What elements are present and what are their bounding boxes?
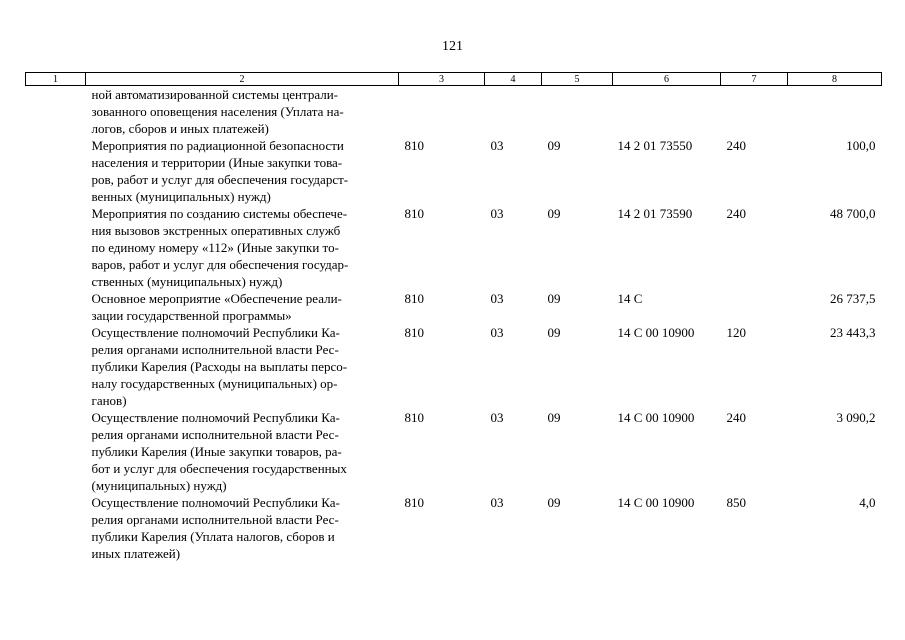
column-header-1: 1 xyxy=(26,73,86,86)
table-row xyxy=(26,324,882,409)
row-number-cell xyxy=(26,205,86,290)
target-article-cell: 14 2 01 73590 xyxy=(617,206,693,221)
row-number-cell xyxy=(26,290,86,324)
description-line: релия органами исполнительной власти Рес- xyxy=(91,342,339,357)
target-article-cell xyxy=(613,86,721,138)
subsection-code-cell xyxy=(542,86,613,138)
target-article-cell: 14 С 00 10900 xyxy=(617,495,695,510)
table-row xyxy=(26,137,882,205)
section-code-cell: 03 xyxy=(490,410,504,425)
ministry-code-cell: 810 xyxy=(404,325,424,340)
table-row xyxy=(26,494,882,562)
row-description xyxy=(86,324,399,409)
table-row xyxy=(26,290,882,324)
description-line: Осуществление полномочий Республики Ка- xyxy=(91,325,340,340)
description-line: налу государственных (муниципальных) ор- xyxy=(91,376,338,391)
table-row xyxy=(26,409,882,494)
description-line: публики Карелия (Иные закупки товаров, ра- xyxy=(91,444,342,459)
description-line: бот и услуг для обеспечения государственных xyxy=(91,461,347,476)
row-description xyxy=(86,494,399,562)
row-description xyxy=(86,86,399,138)
column-header-6: 6 xyxy=(613,73,721,86)
amount-cell xyxy=(788,86,882,138)
description-line: (муниципальных) нужд) xyxy=(91,478,227,493)
expense-type-cell: 240 xyxy=(726,138,746,153)
row-number-cell xyxy=(26,137,86,205)
description-line: населения и территории (Иные закупки това- xyxy=(91,155,343,170)
column-header-3: 3 xyxy=(399,73,485,86)
description-line: по единому номеру «112» (Иные закупки то- xyxy=(91,240,339,255)
row-description xyxy=(86,409,399,494)
row-number-cell xyxy=(26,409,86,494)
ministry-code-cell: 810 xyxy=(404,495,424,510)
description-line: венных (муниципальных) нужд) xyxy=(91,189,271,204)
description-line: иных платежей) xyxy=(91,546,181,561)
amount-cell: 4,0 xyxy=(859,495,876,510)
table-body xyxy=(26,86,882,563)
description-line: зации государственной программы» xyxy=(91,308,292,323)
subsection-code-cell: 09 xyxy=(547,291,561,306)
description-line: Мероприятия по радиационной безопасности xyxy=(91,138,344,153)
section-code-cell: 03 xyxy=(490,495,504,510)
expense-type-cell: 850 xyxy=(726,495,746,510)
subsection-code-cell: 09 xyxy=(547,206,561,221)
description-line: ния вызовов экстренных оперативных служб xyxy=(91,223,341,238)
description-line: Осуществление полномочий Республики Ка- xyxy=(91,410,340,425)
ministry-code-cell: 810 xyxy=(404,206,424,221)
description-line: Основное мероприятие «Обеспечение реали- xyxy=(91,291,342,306)
description-line: релия органами исполнительной власти Рес- xyxy=(91,512,339,527)
row-number-cell xyxy=(26,494,86,562)
column-header-4: 4 xyxy=(485,73,542,86)
page-number: 121 xyxy=(442,39,463,54)
amount-cell: 26 737,5 xyxy=(830,291,876,306)
description-line: логов, сборов и иных платежей) xyxy=(91,121,269,136)
ministry-code-cell: 810 xyxy=(404,138,424,153)
description-line: ной автоматизированной системы централи- xyxy=(91,87,339,102)
description-line: публики Карелия (Уплата налогов, сборов и xyxy=(91,529,335,544)
description-line: релия органами исполнительной власти Рес- xyxy=(91,427,339,442)
expense-type-cell: 240 xyxy=(726,410,746,425)
subsection-code-cell: 09 xyxy=(547,325,561,340)
amount-cell: 48 700,0 xyxy=(830,206,876,221)
subsection-code-cell: 09 xyxy=(547,410,561,425)
target-article-cell: 14 С 00 10900 xyxy=(617,410,695,425)
target-article-cell: 14 С 00 10900 xyxy=(617,325,695,340)
expense-type-cell xyxy=(721,86,788,138)
description-line: варов, работ и услуг для обеспечения государ- xyxy=(91,257,349,272)
row-number-cell xyxy=(26,324,86,409)
description-line: зованного оповещения населения (Уплата на- xyxy=(91,104,344,119)
ministry-code-cell: 810 xyxy=(404,410,424,425)
section-code-cell xyxy=(485,86,542,138)
description-line: Осуществление полномочий Республики Ка- xyxy=(91,495,340,510)
section-code-cell: 03 xyxy=(490,325,504,340)
table-row xyxy=(26,205,882,290)
column-number-row xyxy=(26,73,882,86)
row-description xyxy=(86,290,399,324)
section-code-cell: 03 xyxy=(490,291,504,306)
expense-type-cell: 120 xyxy=(726,325,746,340)
column-header-8: 8 xyxy=(788,73,882,86)
expense-type-cell: 240 xyxy=(726,206,746,221)
subsection-code-cell: 09 xyxy=(547,495,561,510)
ministry-code-cell xyxy=(399,86,485,138)
target-article-cell: 14 2 01 73550 xyxy=(617,138,693,153)
row-description xyxy=(86,137,399,205)
column-header-7: 7 xyxy=(721,73,788,86)
row-number-cell xyxy=(26,86,86,138)
amount-cell: 23 443,3 xyxy=(830,325,876,340)
description-line: публики Карелия (Расходы на выплаты персо- xyxy=(91,359,348,374)
subsection-code-cell: 09 xyxy=(547,138,561,153)
column-header-2: 2 xyxy=(86,73,399,86)
expense-type-cell xyxy=(721,290,788,324)
section-code-cell: 03 xyxy=(490,206,504,221)
row-description xyxy=(86,205,399,290)
amount-cell: 100,0 xyxy=(846,138,876,153)
description-line: ров, работ и услуг для обеспечения государст- xyxy=(91,172,349,187)
description-line: ганов) xyxy=(91,393,127,408)
target-article-cell: 14 С xyxy=(617,291,643,306)
table-row xyxy=(26,86,882,138)
ministry-code-cell: 810 xyxy=(404,291,424,306)
column-header-5: 5 xyxy=(542,73,613,86)
description-line: Мероприятия по созданию системы обеспече- xyxy=(91,206,348,221)
section-code-cell: 03 xyxy=(490,138,504,153)
description-line: ственных (муниципальных) нужд) xyxy=(91,274,283,289)
budget-table xyxy=(25,72,882,562)
amount-cell: 3 090,2 xyxy=(836,410,876,425)
